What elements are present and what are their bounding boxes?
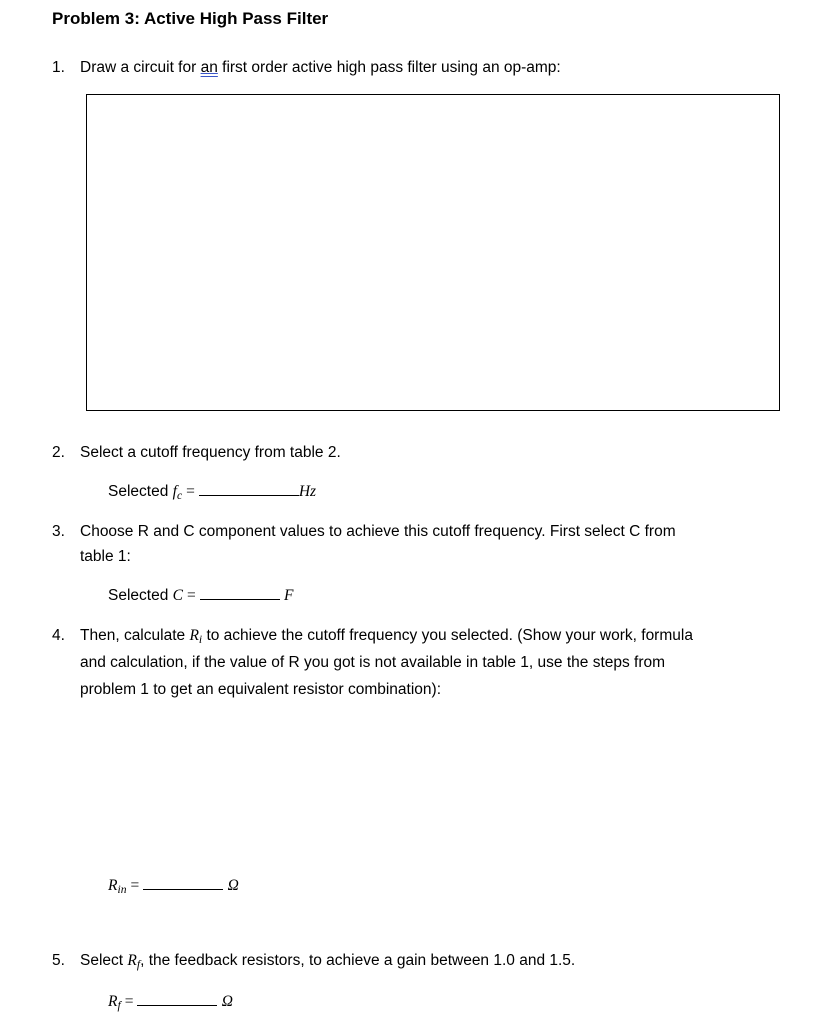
question-5-text: Select $R_f$, the feedback resistors, to achieve a gain between 1.0 and 1.5. xyxy=(80,952,576,971)
ohm-unit: Ω xyxy=(221,993,233,1010)
fc-answer-blank[interactable] xyxy=(199,481,299,496)
question-3-number: 3. xyxy=(52,523,65,540)
question-4-line-1: Then, calculate $R_i$ to achieve the cutoff frequency you selected. (Show your work, formula xyxy=(80,627,693,646)
c-variable: C xyxy=(172,587,183,604)
question-4-line-2: and calculation, if the value of R you got is not available in table 1, use the steps from xyxy=(80,654,666,671)
ri-variable: $R_i$ xyxy=(189,627,203,646)
selected-label: Selected xyxy=(108,483,169,500)
rf-answer-blank[interactable] xyxy=(137,991,217,1006)
farad-unit: F xyxy=(284,587,294,604)
question-4-number: 4. xyxy=(52,627,65,644)
selected-label: Selected xyxy=(108,587,169,604)
rin-answer-blank[interactable] xyxy=(143,875,223,890)
question-1-text: Draw a circuit for an first order active high pass filter using an op-amp: xyxy=(80,59,561,76)
rf-variable: $R_f$ xyxy=(127,952,141,971)
spelling-flag: an xyxy=(200,59,218,76)
question-5 xyxy=(0,947,816,974)
work-area[interactable] xyxy=(80,710,770,860)
question-1-number: 1. xyxy=(52,59,65,76)
question-3-line-1: Choose R and C component values to achieve this cutoff frequency. First select C from xyxy=(80,523,676,540)
capacitor-answer: Selected C = F xyxy=(108,587,294,604)
rin-answer: $R_{in} = \Omega$ xyxy=(108,877,239,896)
rin-variable: $R_{in}$ xyxy=(108,877,127,896)
question-4-line-3: problem 1 to get an equivalent resistor combination): xyxy=(80,681,442,698)
c-answer-blank[interactable] xyxy=(200,585,280,600)
circuit-drawing-box[interactable] xyxy=(86,94,780,411)
question-2-text: Select a cutoff frequency from table 2. xyxy=(80,444,341,461)
question-2-number: 2. xyxy=(52,444,65,461)
question-1 xyxy=(0,54,816,81)
rf-answer-variable: $R_f$ xyxy=(108,993,121,1012)
question-3-line-2: table 1: xyxy=(80,548,131,565)
fc-variable: $f_c$ xyxy=(172,483,183,502)
question-5-number: 5. xyxy=(52,952,65,969)
question-4 xyxy=(0,622,816,703)
rf-answer: $R_f = \Omega$ xyxy=(108,993,233,1012)
cutoff-frequency-answer: Selected $f_c = Hz$ xyxy=(108,483,317,502)
page-title: Problem 3: Active High Pass Filter xyxy=(52,9,329,28)
question-2 xyxy=(0,439,816,466)
ohm-unit: Ω xyxy=(227,877,239,894)
question-3 xyxy=(0,518,816,572)
hz-unit: Hz xyxy=(298,483,317,500)
